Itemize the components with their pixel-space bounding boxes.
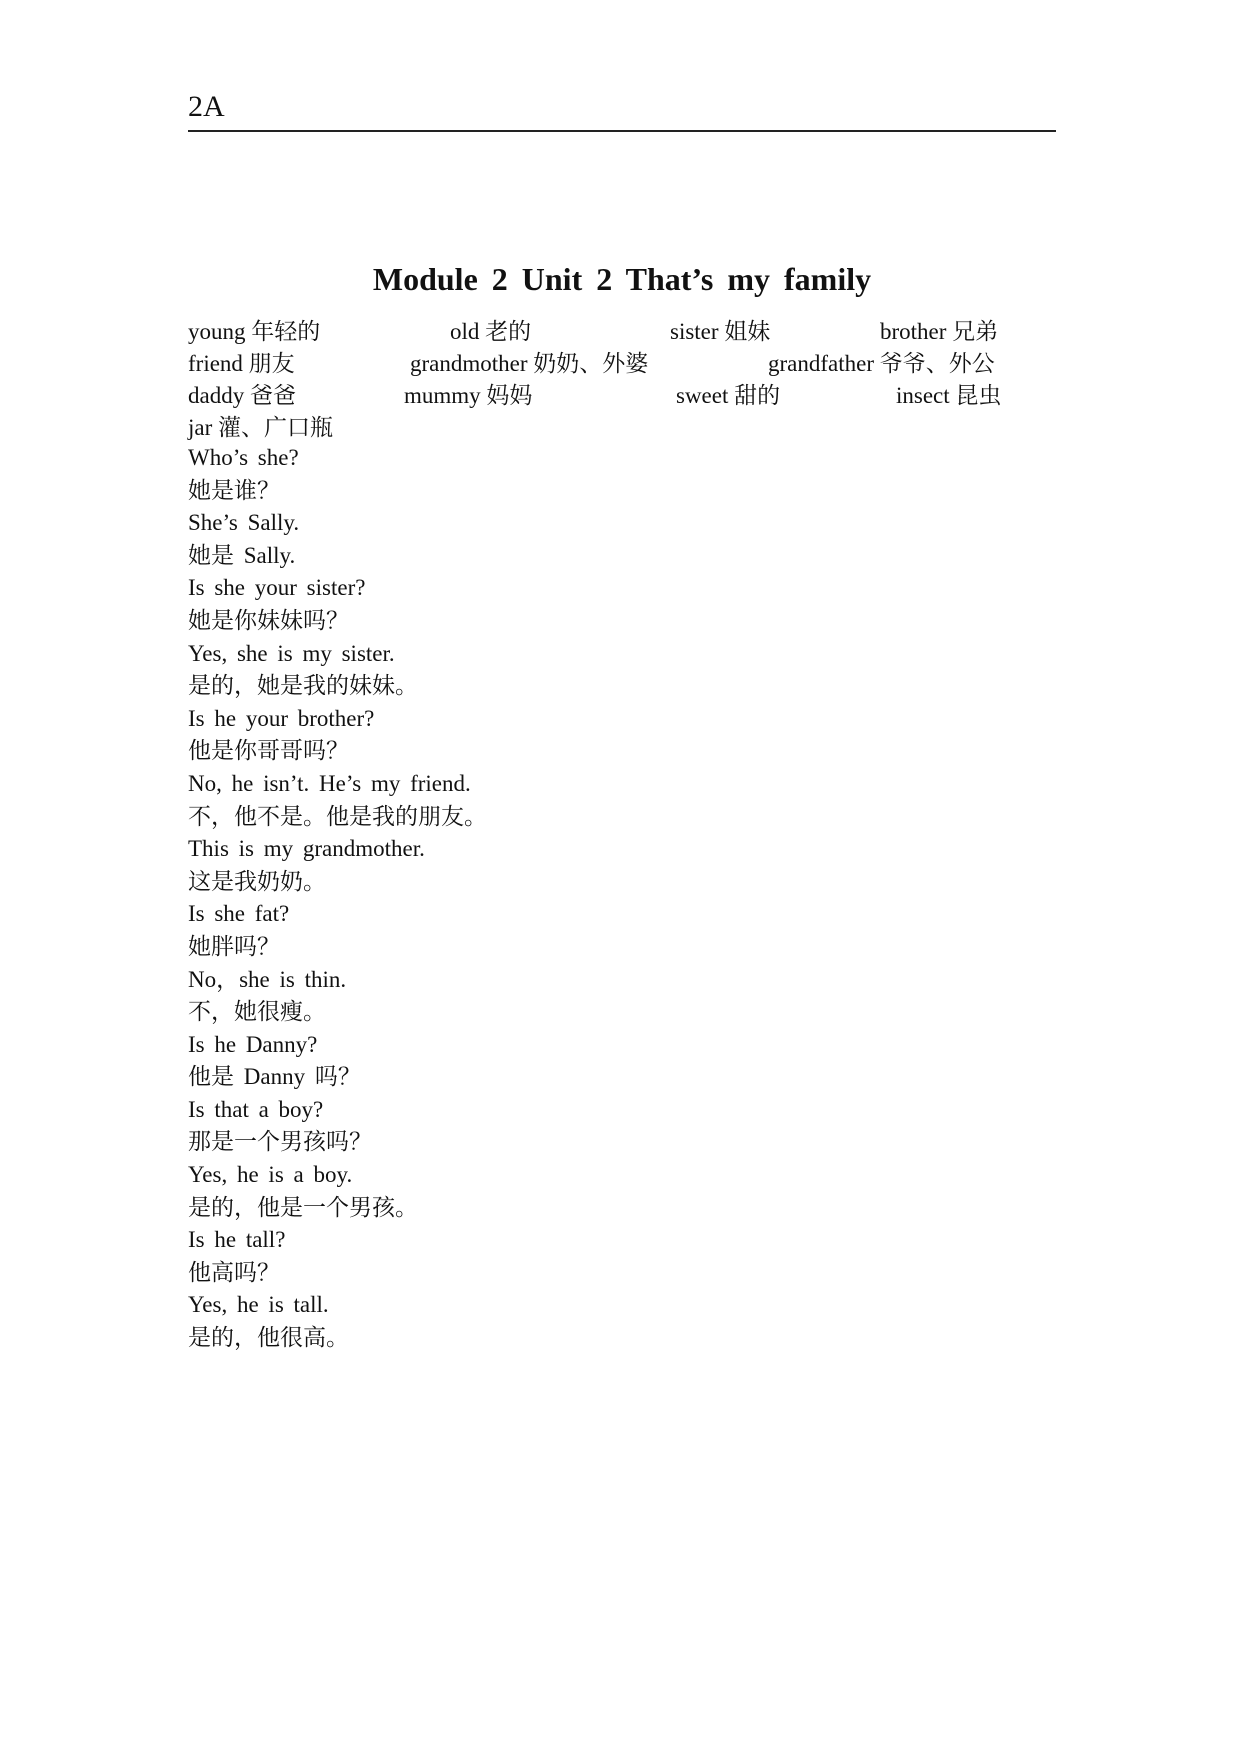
sentence-line: 她是谁？ xyxy=(188,477,280,503)
sentence-line: 这是我奶奶。 xyxy=(188,868,326,894)
sentence-line: Yes, she is my sister. xyxy=(188,640,395,666)
sentence-line: 她胖吗？ xyxy=(188,933,280,959)
vocabulary-row xyxy=(188,380,1048,412)
sentence-line: She’s Sally. xyxy=(188,510,300,536)
sentence-list xyxy=(188,442,1048,1355)
vocabulary-item: sister 姐妹 xyxy=(670,319,771,344)
sentence-line: 他高吗？ xyxy=(188,1259,280,1285)
sentence-line: Is she your sister? xyxy=(188,575,366,601)
vocabulary-row xyxy=(188,316,1048,348)
sentence-line: Is he tall? xyxy=(188,1227,286,1253)
vocabulary-item: friend 朋友 xyxy=(188,351,295,376)
sentence-line: No, he isn’t. He’s my friend. xyxy=(188,770,471,796)
sentence-line: Who’s she? xyxy=(188,445,299,470)
vocabulary-item: sweet 甜的 xyxy=(676,383,781,408)
sentence-line: 是的，他很高。 xyxy=(188,1325,349,1351)
sentence-line: 她是你妹妹吗？ xyxy=(188,607,349,633)
vocabulary-row xyxy=(188,412,1048,444)
sentence-line: Yes, he is tall. xyxy=(188,1292,329,1318)
sentence-line: 不，他不是。他是我的朋友。 xyxy=(188,803,487,829)
vocabulary-item: grandmother 奶奶、外婆 xyxy=(410,351,649,376)
vocabulary-item: jar 灌、广口瓶 xyxy=(188,415,334,440)
vocabulary-item: insect 昆虫 xyxy=(896,383,1002,408)
vocabulary-item: old 老的 xyxy=(450,319,532,344)
sentence-line: Is he your brother? xyxy=(188,705,375,731)
sentence-line: 那是一个男孩吗？ xyxy=(188,1129,372,1155)
sentence-line: Is she fat? xyxy=(188,901,290,927)
vocabulary-item: grandfather 爷爷、外公 xyxy=(768,351,995,376)
page-header xyxy=(188,90,1056,132)
vocabulary-item: brother 兄弟 xyxy=(880,319,999,344)
vocabulary-item: mummy 妈妈 xyxy=(404,383,533,408)
sentence-line: 他是你哥哥吗？ xyxy=(188,738,349,764)
sentence-line: 是的，他是一个男孩。 xyxy=(188,1194,418,1220)
document-title: Module 2 Unit 2 That’s my family xyxy=(372,261,872,297)
sentence-line: Yes, he is a boy. xyxy=(188,1162,353,1188)
vocabulary-item: daddy 爸爸 xyxy=(188,383,296,408)
vocabulary-row xyxy=(188,348,1048,380)
sentence-line: No，she is thin. xyxy=(188,966,347,992)
sentence-line: This is my grandmother. xyxy=(188,836,425,862)
sentence-line: 他是 Danny 吗？ xyxy=(188,1064,361,1090)
vocabulary-item: young 年轻的 xyxy=(188,319,321,344)
sentence-line: 不，她很瘦。 xyxy=(188,999,326,1025)
sentence-line: 是的，她是我的妹妹。 xyxy=(188,673,418,699)
sentence-line: Is he Danny? xyxy=(188,1031,318,1057)
sentence-line: Is that a boy? xyxy=(188,1096,324,1122)
header-label: 2A xyxy=(188,90,225,123)
sentence-line: 她是 Sally. xyxy=(188,542,296,568)
